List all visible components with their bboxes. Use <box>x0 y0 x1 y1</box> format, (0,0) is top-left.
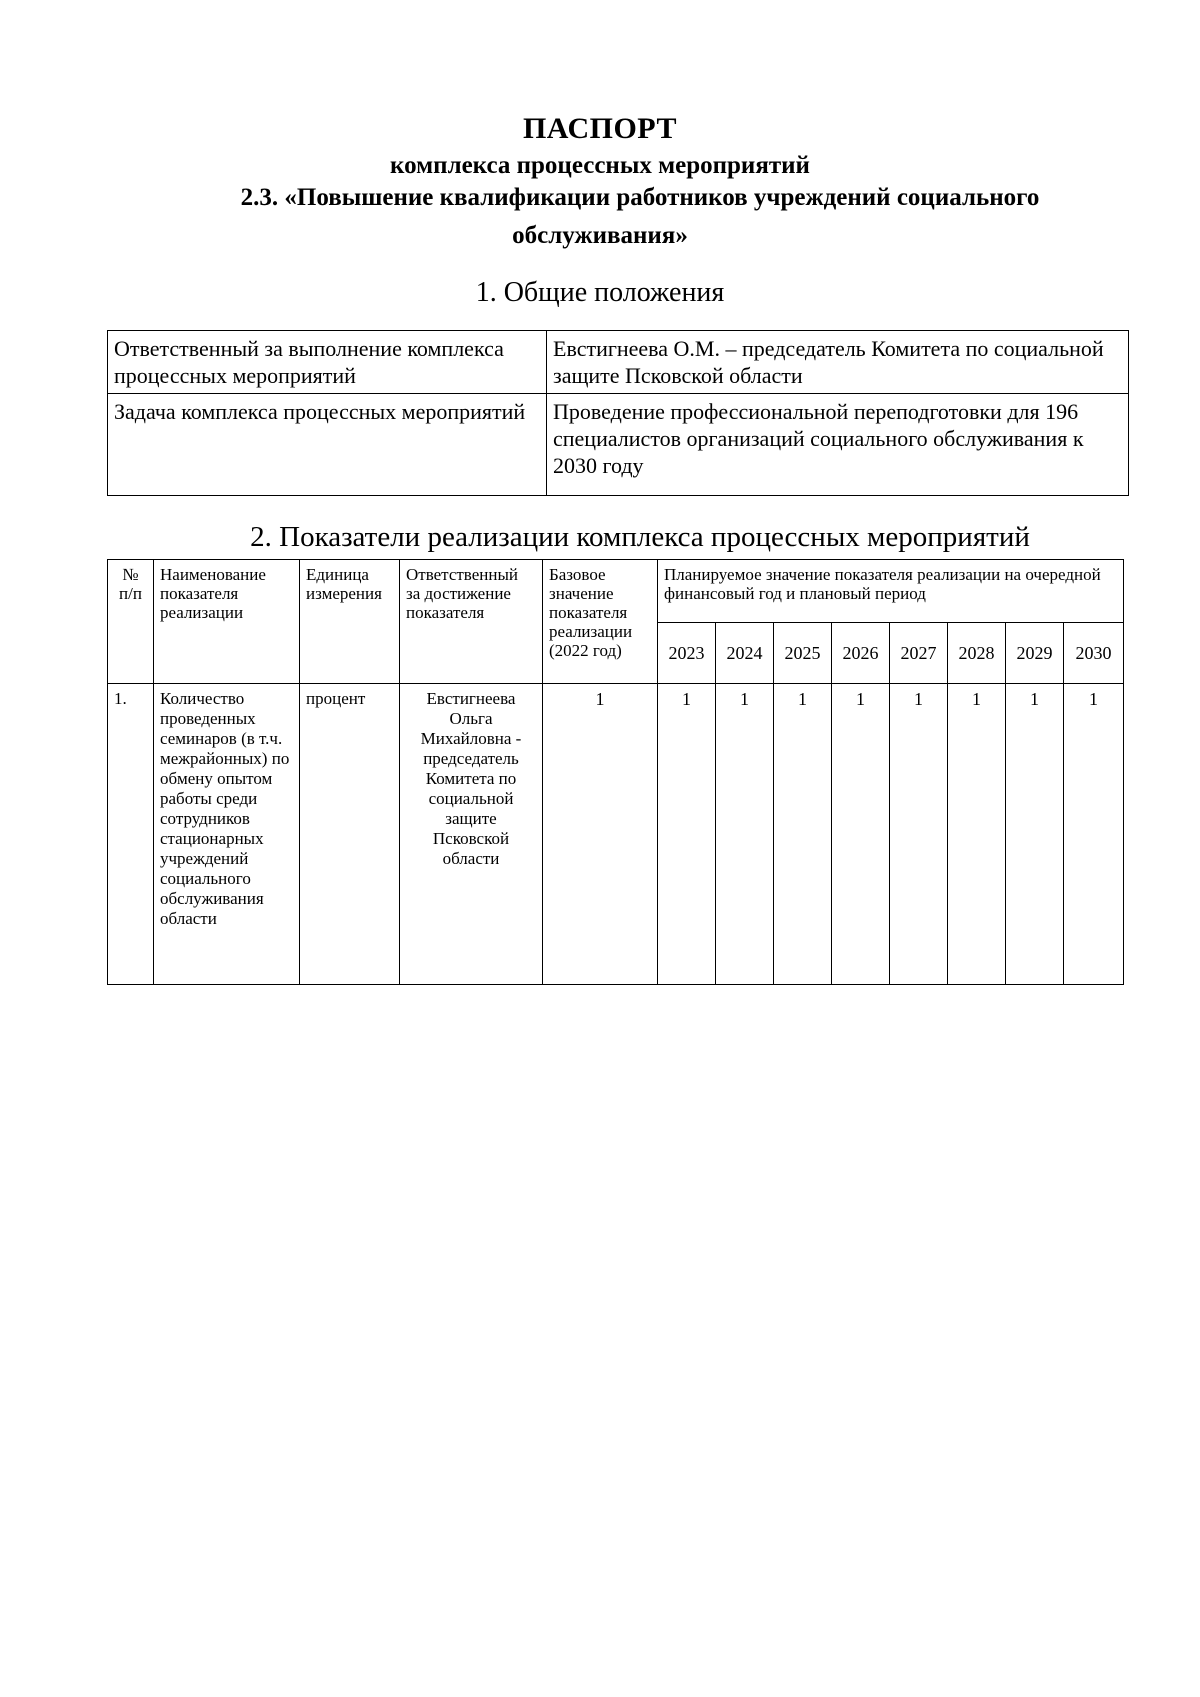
row-base-value: 1 <box>543 684 658 985</box>
year-header: 2024 <box>716 623 774 684</box>
general-provisions-table <box>107 330 1129 496</box>
row-num: 1. <box>108 684 154 985</box>
row-year-value: 1 <box>716 684 774 985</box>
row-year-value: 1 <box>948 684 1006 985</box>
year-header: 2028 <box>948 623 1006 684</box>
row-label: Задача комплекса процессных мероприятий <box>108 394 547 496</box>
row-year-value: 1 <box>832 684 890 985</box>
row-name: Количество проведенных семинаров (в т.ч. межрайонных) по обмену опытом работы среди сотрудников стационарных учреждений социального обслуживания области <box>154 684 300 985</box>
indicators-table <box>107 559 1124 985</box>
row-year-value: 1 <box>1064 684 1124 985</box>
document-title: ПАСПОРТ <box>522 112 678 145</box>
document-subtitle-line3: обслуживания» <box>512 222 688 249</box>
document-subtitle-line1: комплекса процессных мероприятий <box>390 152 810 179</box>
header-row <box>108 560 1124 623</box>
header-unit: Единица измерения <box>300 560 400 684</box>
row-unit: процент <box>300 684 400 985</box>
row-year-value: 1 <box>890 684 948 985</box>
section2-title: 2. Показатели реализации комплекса процессных мероприятий <box>250 521 1030 553</box>
row-year-value: 1 <box>658 684 716 985</box>
year-header: 2025 <box>774 623 832 684</box>
row-value: Евстигнеева О.М. – председатель Комитета по социальной защите Псковской области <box>547 331 1129 394</box>
header-name: Наименование показателя реализации <box>154 560 300 684</box>
row-year-value: 1 <box>1006 684 1064 985</box>
header-responsible: Ответственный за достижение показателя <box>400 560 543 684</box>
year-header: 2029 <box>1006 623 1064 684</box>
section1-title: 1. Общие положения <box>475 277 725 308</box>
table-row <box>108 331 1129 394</box>
year-header: 2023 <box>658 623 716 684</box>
table-row <box>108 684 1124 985</box>
header-num: № п/п <box>108 560 154 684</box>
year-header: 2030 <box>1064 623 1124 684</box>
row-year-value: 1 <box>774 684 832 985</box>
row-responsible: Евстигнеева Ольга Михайловна - председатель Комитета по социальной защите Псковской области <box>400 684 543 985</box>
document-subtitle-line2: 2.3. «Повышение квалификации работников учреждений социального <box>240 184 1040 211</box>
header-planned: Планируемое значение показателя реализации на очередной финансовый год и плановый период <box>658 560 1124 623</box>
table-row <box>108 394 1129 496</box>
row-value: Проведение профессиональной переподготовки для 196 специалистов организаций социального обслуживания к 2030 году <box>547 394 1129 496</box>
year-header: 2026 <box>832 623 890 684</box>
year-header: 2027 <box>890 623 948 684</box>
row-label: Ответственный за выполнение комплекса процессных мероприятий <box>108 331 547 394</box>
header-base: Базовое значение показателя реализации (2022 год) <box>543 560 658 684</box>
